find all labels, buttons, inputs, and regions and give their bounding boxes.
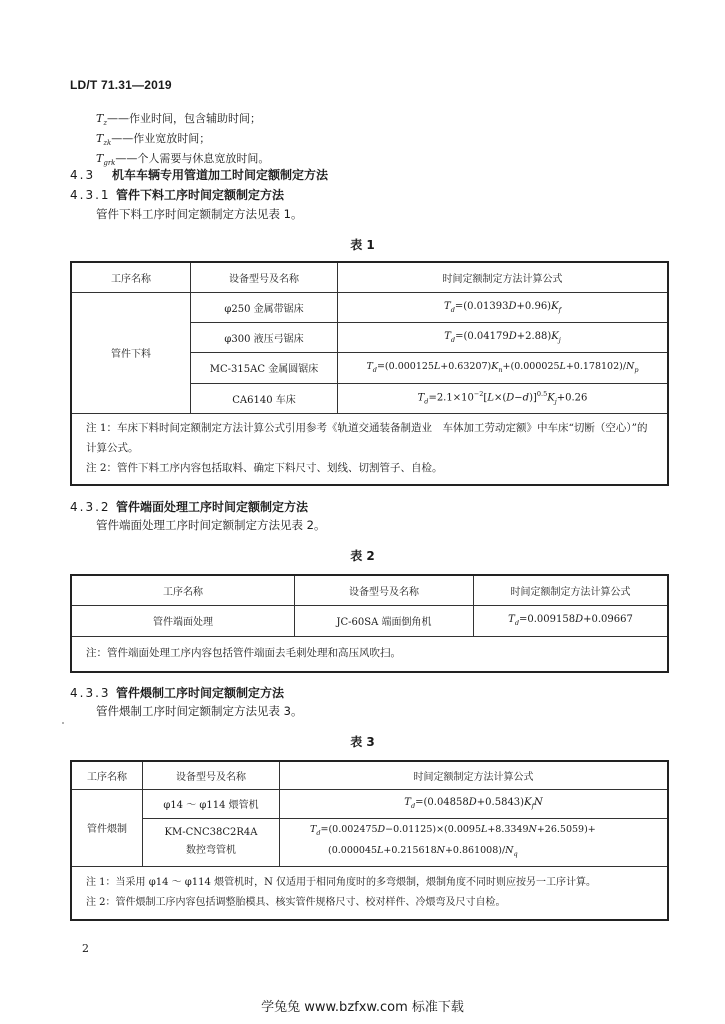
table-note-row (71, 866, 668, 920)
formula-cell: $T_d=(0.04858D+0.5843)K_fN$ (280, 789, 669, 818)
section-4-3-2-paragraph: 管件端面处理工序时间定额制定方法见表 2。 (96, 518, 326, 532)
equipment-name (143, 818, 280, 866)
process-name: 管件端面处理 (71, 605, 295, 636)
header-formula: 时间定额制定方法计算公式 (338, 262, 669, 292)
header-process: 工序名称 (71, 761, 143, 789)
equipment-name: φ250 金属带锯床 (191, 292, 338, 322)
table-2-caption: 表 2 (350, 549, 375, 563)
header-equipment: 设备型号及名称 (295, 575, 474, 605)
header-equipment: 设备型号及名称 (191, 262, 338, 292)
definition-text: ——作业时间，包含辅助时间； (107, 112, 262, 125)
table-row (71, 292, 668, 322)
equipment-name: φ14 ～ φ114 煨管机 (143, 789, 280, 818)
header-equipment: 设备型号及名称 (143, 761, 280, 789)
equipment-name: CA6140 车床 (191, 383, 338, 413)
formula-cell: $T_d=0.009158D+0.09667$ (474, 605, 669, 636)
note-1: 注 1：当采用 φ14 ～ φ114 煨管机时，N 仅适用于相同角度时的多弯煨制，煨制角度不同时则应按另一工序计算。 (86, 876, 596, 888)
section-number: 4.3.2 (70, 500, 111, 514)
definition-text: ——个人需要与休息宽放时间。 (115, 152, 270, 165)
section-title: 管件端面处理工序时间定额制定方法 (116, 500, 309, 514)
section-title: 管件下料工序时间定额制定方法 (116, 188, 285, 202)
formula-cell: $T_d=(0.000125L+0.63207)K_n+(0.000025L+0.178102)/N_p$ (338, 352, 669, 383)
table-note-row (71, 636, 668, 672)
table-row (71, 605, 668, 636)
table-notes (71, 866, 668, 920)
table-header-row (71, 575, 668, 605)
section-4-3-3-paragraph: 管件煨制工序时间定额制定方法见表 3。 (96, 704, 303, 718)
equipment-model: KM-CNC38C2R4A (164, 827, 258, 838)
note-1: 注 1：车床下料时间定额制定方法计算公式引用参考《轨道交通装备制造业 车体加工劳动定额》中车床“切断（空心）”的计算公式。 (86, 421, 648, 454)
table-header-row (71, 262, 668, 292)
definition-text: ——作业宽放时间； (111, 132, 211, 145)
table-row (71, 789, 668, 818)
table-1 (70, 261, 669, 486)
formula-cell: $T_d=2.1\times 10^{-2}[L\times(D-d)]^{0.5}K_j+0.26$ (338, 383, 669, 413)
table-note: 注：管件端面处理工序内容包括管件端面去毛刺处理和高压风吹扫。 (71, 636, 668, 672)
formula-cell: $T_d=(0.04179D+2.88)K_j$ (338, 322, 669, 352)
page-number: 2 (82, 942, 89, 955)
section-number: 4.3.1 (70, 188, 111, 202)
table-3-caption: 表 3 (350, 735, 375, 749)
process-name: 管件下料 (71, 292, 191, 413)
table-2 (70, 574, 669, 673)
section-4-3-3-heading (70, 684, 284, 701)
section-4-3-2-heading (70, 498, 308, 515)
section-4-3-heading (70, 166, 328, 183)
scan-speck (62, 722, 64, 724)
table-3 (70, 760, 669, 921)
formula-cell: $T_d=(0.01393D+0.96)K_f$ (338, 292, 669, 322)
watermark-footer: 学兔兔 www.bzfxw.com 标准下载 (261, 1000, 464, 1015)
equipment-name: JC-60SA 端面倒角机 (295, 605, 474, 636)
equipment-name: MC-315AC 金属圆锯床 (191, 352, 338, 383)
equipment-name: φ300 液压弓锯床 (191, 322, 338, 352)
definition-tzk: $T_{zk}——$作业宽放时间； (96, 132, 211, 148)
formula-cell: $T_d=(0.002475D-0.01125)\times(0.0095L+8.3349N+26.5059)+$ $(0.000045L+0.215618N+0.861008)/N_q$ (280, 818, 669, 866)
table-row (71, 818, 668, 866)
definition-tgrk: $T_{grk}——$个人需要与休息宽放时间。 (96, 152, 270, 168)
process-name: 管件煨制 (71, 789, 143, 866)
table-notes (71, 413, 668, 485)
section-title: 机车车辆专用管道加工时间定额制定方法 (112, 168, 329, 182)
section-number: 4.3 (70, 168, 96, 182)
section-title: 管件煨制工序时间定额制定方法 (116, 686, 285, 700)
note-2: 注 2：管件煨制工序内容包括调整胎模具、核实管件规格尺寸、校对样件、冷煨弯及尺寸自检。 (86, 896, 506, 908)
equipment-type: 数控弯管机 (186, 845, 236, 856)
table-1-caption: 表 1 (350, 238, 375, 252)
table-note-row (71, 413, 668, 485)
section-4-3-1-heading (70, 186, 284, 203)
header-process: 工序名称 (71, 575, 295, 605)
note-2: 注 2：管件下料工序内容包括取料、确定下料尺寸、划线、切割管子、自检。 (86, 461, 443, 474)
document-header: LD/T 71.31—2019 (70, 78, 172, 92)
definition-tz: $T_z——$作业时间，包含辅助时间； (96, 112, 262, 128)
section-4-3-1-paragraph: 管件下料工序时间定额制定方法见表 1。 (96, 207, 303, 221)
header-process: 工序名称 (71, 262, 191, 292)
header-formula: 时间定额制定方法计算公式 (280, 761, 669, 789)
section-number: 4.3.3 (70, 686, 111, 700)
table-header-row (71, 761, 668, 789)
header-formula: 时间定额制定方法计算公式 (474, 575, 669, 605)
